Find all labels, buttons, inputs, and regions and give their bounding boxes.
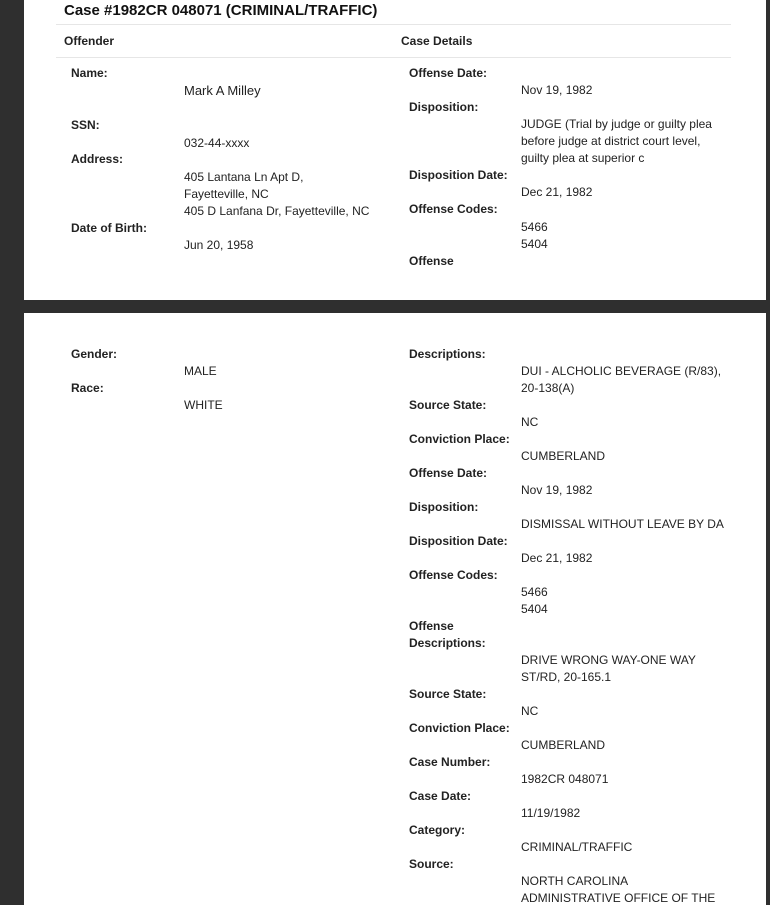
address-line: Fayetteville, NC bbox=[184, 187, 269, 201]
case-date-label: Case Date: bbox=[409, 789, 472, 803]
source-state: NC bbox=[521, 415, 539, 429]
gender-label: Gender: bbox=[71, 347, 118, 361]
report-page-2 bbox=[24, 313, 766, 905]
conviction-place: CUMBERLAND bbox=[521, 449, 606, 463]
report-page-1 bbox=[24, 0, 766, 300]
disposition-date-label: Disposition Date: bbox=[409, 168, 508, 182]
offense-label: Offense bbox=[409, 619, 454, 633]
offense-description: DRIVE WRONG WAY-ONE WAY ST/RD, 20-165.1 bbox=[521, 653, 696, 684]
offense-label: Offense bbox=[409, 254, 454, 268]
offender-heading: Offender bbox=[64, 34, 115, 48]
disposition-date-label: Disposition Date: bbox=[409, 534, 508, 548]
conviction-place-label: Conviction Place: bbox=[409, 432, 510, 446]
descriptions-label: Descriptions: bbox=[409, 347, 486, 361]
address-line: 405 Lantana Ln Apt D, bbox=[184, 170, 304, 184]
race-label: Race: bbox=[71, 381, 104, 395]
source: NORTH CAROLINA ADMINISTRATIVE OFFICE OF THE bbox=[521, 874, 716, 905]
case-number-label: Case Number: bbox=[409, 755, 491, 769]
offender-ssn: 032-44-xxxx bbox=[184, 136, 250, 150]
disposition: DISMISSAL WITHOUT LEAVE BY DA bbox=[521, 517, 724, 531]
disposition: JUDGE (Trial by judge or guilty plea before judge at district court level, guilty plea at superior c bbox=[521, 117, 712, 165]
offense-date-label: Offense Date: bbox=[409, 466, 488, 480]
case-title: Case #1982CR 048071 (CRIMINAL/TRAFFIC) bbox=[64, 2, 378, 19]
case-number: 1982CR 048071 bbox=[521, 772, 609, 786]
offender-name: Mark A Milley bbox=[184, 83, 261, 98]
category: CRIMINAL/TRAFFIC bbox=[521, 840, 633, 854]
name-label: Name: bbox=[71, 66, 108, 80]
offense-date: Nov 19, 1982 bbox=[521, 83, 593, 97]
dob-label: Date of Birth: bbox=[71, 221, 147, 235]
offender-dob: Jun 20, 1958 bbox=[184, 238, 254, 252]
address-line: 405 D Lanfana Dr, Fayetteville, NC bbox=[184, 204, 370, 218]
ssn-label: SSN: bbox=[71, 118, 100, 132]
disposition-date: Dec 21, 1982 bbox=[521, 185, 593, 199]
offense-date: Nov 19, 1982 bbox=[521, 483, 593, 497]
divider bbox=[56, 24, 731, 25]
conviction-place-label: Conviction Place: bbox=[409, 721, 510, 735]
offense-code: 5404 bbox=[521, 602, 548, 616]
case-date: 11/19/1982 bbox=[521, 806, 581, 820]
disposition-label: Disposition: bbox=[409, 500, 479, 514]
case-details-heading: Case Details bbox=[401, 34, 473, 48]
conviction-place: CUMBERLAND bbox=[521, 738, 606, 752]
offense-code: 5466 bbox=[521, 585, 548, 599]
offense-description: DUI - ALCHOLIC BEVERAGE (R/83), 20-138(A) bbox=[521, 364, 722, 395]
descriptions-label: Descriptions: bbox=[409, 636, 486, 650]
offense-codes-label: Offense Codes: bbox=[409, 202, 498, 216]
source-label: Source: bbox=[409, 857, 454, 871]
offense-code: 5466 bbox=[521, 220, 548, 234]
address-label: Address: bbox=[71, 152, 124, 166]
offense-codes-label: Offense Codes: bbox=[409, 568, 498, 582]
category-label: Category: bbox=[409, 823, 466, 837]
offense-code: 5404 bbox=[521, 237, 548, 251]
disposition-date: Dec 21, 1982 bbox=[521, 551, 593, 565]
source-state-label: Source State: bbox=[409, 398, 487, 412]
disposition-label: Disposition: bbox=[409, 100, 479, 114]
offender-gender: MALE bbox=[184, 364, 217, 378]
divider bbox=[56, 57, 731, 58]
offense-date-label: Offense Date: bbox=[409, 66, 488, 80]
offender-race: WHITE bbox=[184, 398, 223, 412]
source-state: NC bbox=[521, 704, 539, 718]
source-state-label: Source State: bbox=[409, 687, 487, 701]
